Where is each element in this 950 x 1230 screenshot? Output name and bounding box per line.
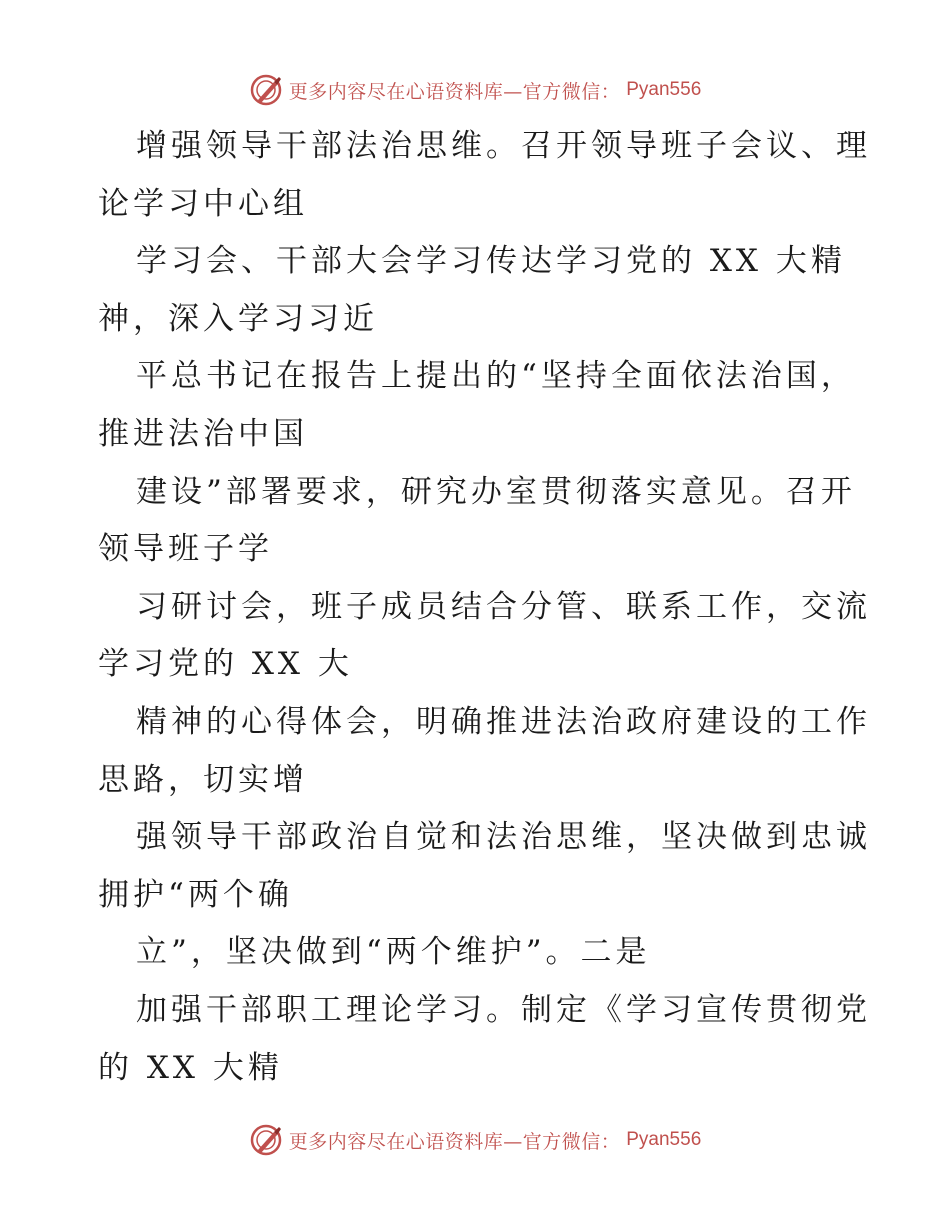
text-line: 领导班子学 bbox=[98, 531, 273, 568]
text-line: 拥护“两个确 bbox=[98, 876, 293, 913]
text-line: 学习会、干部大会学习传达学习党的 XX 大精 bbox=[136, 243, 846, 280]
text-line: 推进法治中国 bbox=[98, 415, 308, 452]
text-line: 增强领导干部法治思维。召开领导班子会议、理 bbox=[136, 128, 871, 164]
text-line: 加强干部职工理论学习。制定《学习宣传贯彻党 bbox=[136, 991, 871, 1028]
watermark-id: Pyan556 bbox=[626, 1129, 702, 1150]
watermark-text: 更多内容尽在心语资料库—官方微信： bbox=[288, 1130, 621, 1153]
document-body bbox=[98, 118, 871, 1097]
text-line: 习研讨会，班子成员结合分管、联系工作，交流 bbox=[136, 588, 871, 625]
text-line: 思路，切实增 bbox=[98, 761, 308, 798]
text-line: 建设”部署要求，研究办室贯彻落实意见。召开 bbox=[136, 473, 856, 510]
text-line: 论学习中心组 bbox=[98, 185, 308, 222]
text-line: 立”，坚决做到“两个维护”。二是 bbox=[136, 934, 651, 971]
pen-logo-icon bbox=[249, 73, 283, 107]
watermark-text: 更多内容尽在心语资料库—官方微信： bbox=[288, 80, 621, 103]
text-line: 学习党的 XX 大 bbox=[98, 646, 353, 683]
text-line: 的 XX 大精 bbox=[98, 1049, 283, 1086]
text-line: 平总书记在报告上提出的“坚持全面依法治国， bbox=[136, 358, 856, 395]
pen-logo-icon bbox=[249, 1123, 283, 1157]
watermark-footer bbox=[0, 1120, 950, 1160]
text-line: 神，深入学习习近 bbox=[98, 300, 378, 337]
watermark-header bbox=[0, 70, 950, 110]
text-line: 强领导干部政治自觉和法治思维，坚决做到忠诚 bbox=[136, 819, 871, 856]
watermark-id: Pyan556 bbox=[626, 79, 702, 100]
text-line: 精神的心得体会，明确推进法治政府建设的工作 bbox=[136, 703, 871, 740]
